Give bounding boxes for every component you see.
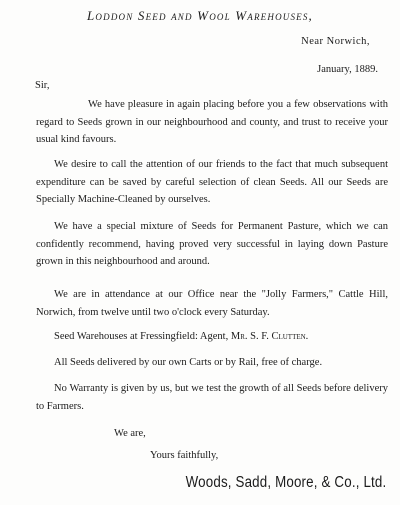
salutation: Sir, bbox=[35, 80, 50, 91]
letterhead-location: Near Norwich, bbox=[301, 36, 370, 47]
closing-we-are: We are, bbox=[114, 428, 146, 439]
closing-yours-faithfully: Yours faithfully, bbox=[150, 450, 219, 461]
paragraph-fressingfield-agent bbox=[36, 328, 388, 346]
paragraph-warranty: No Warranty is given by us, but we test the growth of all Seeds before delivery to Farmers. bbox=[36, 383, 388, 412]
letterhead-title: Loddon Seed and Wool Warehouses, bbox=[86, 8, 314, 23]
signature: Woods, Sadd, Moore, & Co., Ltd. bbox=[185, 474, 386, 491]
paragraph-delivery: All Seeds delivered by our own Carts or by Rail, free of charge. bbox=[54, 357, 323, 368]
letter-date: January, 1889. bbox=[317, 64, 378, 75]
agent-name: Mr. S. F. Clutten. bbox=[230, 331, 309, 342]
paragraph-permanent-pasture: We have a special mixture of Seeds for Permanent Pasture, which we can confidently recommend, having proved very successful in laying down Pasture grown in this neighbourhood and around. bbox=[36, 221, 388, 267]
paragraph-observations: We have pleasure in again placing before you a few observations with regard to Seeds grown in our neighbourhood and county, and trust to receive your usual kind favours. bbox=[36, 99, 388, 145]
agent-lead-text: Seed Warehouses at Fressingfield: Agent, bbox=[54, 331, 231, 342]
paragraph-clean-seeds: We desire to call the attention of our friends to the fact that much subsequent expenditure can be saved by careful selection of clean Seeds. All our Seeds are Specially Machine-Cleaned by ourselves. bbox=[36, 159, 388, 205]
paragraph-office-attendance: We are in attendance at our Office near the "Jolly Farmers," Cattle Hill, Norwich, from twelve until two o'clock every Saturday. bbox=[36, 289, 388, 318]
